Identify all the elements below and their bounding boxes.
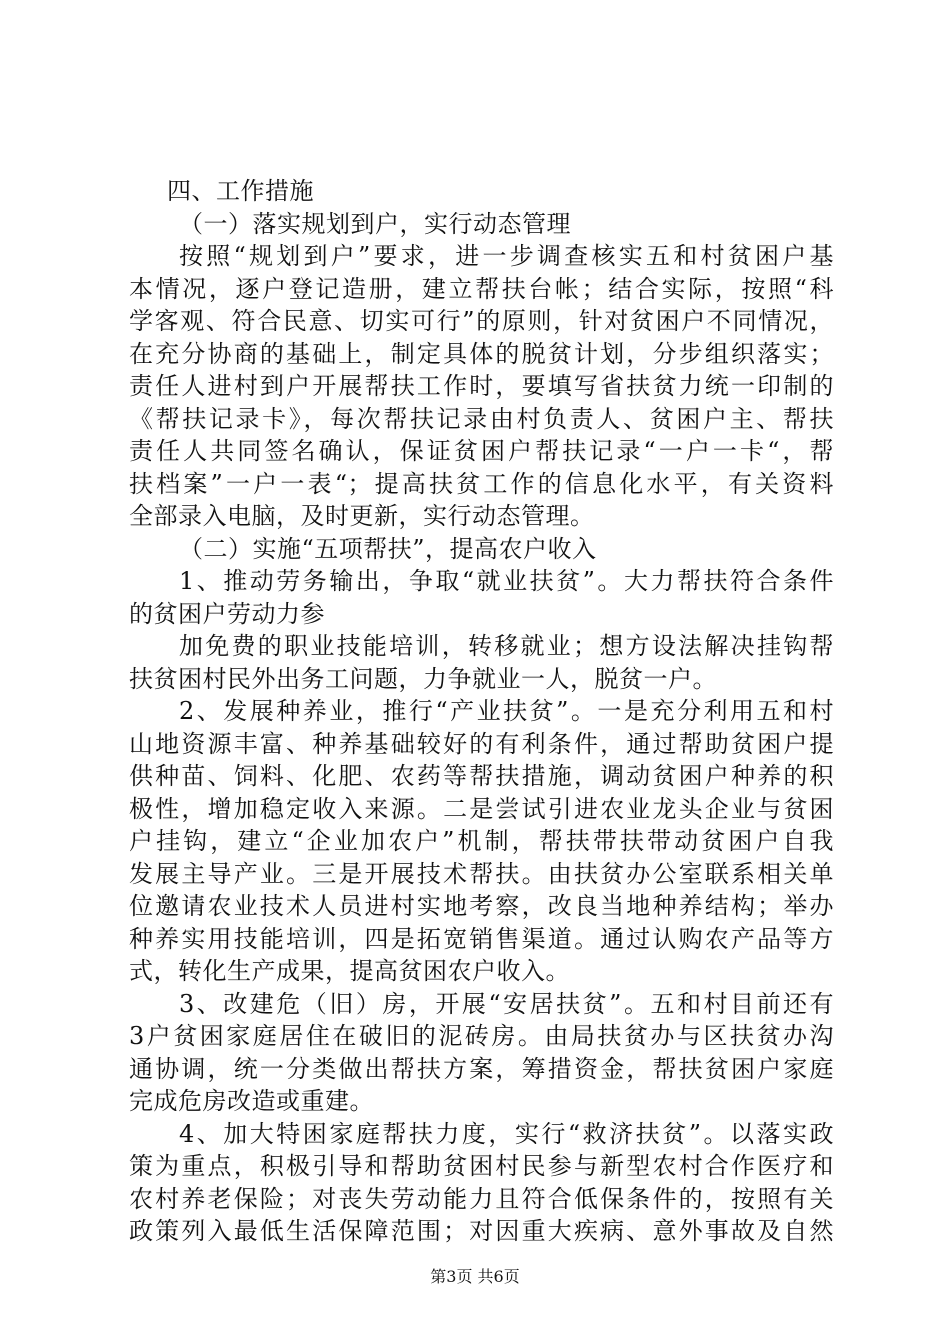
text-line: 供种苗、饲料、化肥、农药等帮扶措施，调动贫困户种养的积 (129, 762, 834, 790)
text-line: 扶档案”一户一表“；提高扶贫工作的信息化水平，有关资料 (129, 469, 834, 498)
text-line: 山地资源丰富、种养基础较好的有利条件，通过帮助贫困户提 (129, 729, 834, 758)
text-line: 式，转化生产成果，提高贫困农户收入。 (129, 957, 570, 985)
text-line: 4、加大特困家庭帮扶力度，实行“救济扶贫”。以落实政 (179, 1119, 834, 1148)
text-line: 的贫困户劳动力参 (129, 599, 325, 628)
text-line: 本情况，逐户登记造册，建立帮扶台帐；结合实际，按照“科 (129, 274, 834, 303)
text-line: 责任人共同签名确认，保证贫困户帮扶记录“一户一卡“，帮 (129, 437, 834, 465)
text-line: 极性，增加稳定收入来源。二是尝试引进农业龙头企业与贫困 (129, 794, 834, 823)
text-line: 2、发展种养业，推行“产业扶贫”。一是充分利用五和村 (179, 697, 834, 725)
text-line: 全部录入电脑，及时更新，实行动态管理。 (129, 502, 595, 530)
text-line: （二）实施“五项帮扶”，提高农户收入 (179, 534, 597, 563)
text-line: 责任人进村到户开展帮扶工作时，要填写省扶贫力统一印制的 (129, 372, 834, 400)
text-line: 户挂钩，建立“企业加农户”机制，帮扶带扶带动贫困户自我 (129, 827, 834, 855)
text-line: 种养实用技能培训，四是拓宽销售渠道。通过认购农产品等方 (129, 924, 834, 953)
text-line: 《帮扶记录卡》，每次帮扶记录由村负责人、贫困户主、帮扶 (129, 404, 834, 433)
text-line: 完成危房改造或重建。 (129, 1087, 374, 1115)
text-line: 四、工作措施 (167, 177, 314, 205)
text-line: 3、改建危（旧）房，开展“安居扶贫”。五和村目前还有 (179, 989, 834, 1018)
text-line: 3户贫困家庭居住在破旧的泥砖房。由局扶贫办与区扶贫办沟 (129, 1022, 834, 1050)
text-line: 发展主导产业。三是开展技术帮扶。由扶贫办公室联系相关单 (129, 859, 834, 888)
text-line: 农村养老保险；对丧失劳动能力且符合低保条件的，按照有关 (129, 1184, 834, 1213)
page-footer: 第3页 共6页 (430, 1267, 520, 1286)
text-line: （一）落实规划到户，实行动态管理 (179, 209, 571, 238)
text-line: 1、推动劳务输出，争取“就业扶贫”。大力帮扶符合条件 (179, 567, 834, 595)
text-line: 在充分协商的基础上，制定具体的脱贫计划，分步组织落实； (129, 339, 834, 368)
document-body (129, 175, 834, 1248)
text-line: 扶贫困村民外出务工问题，力争就业一人，脱贫一户。 (129, 664, 717, 693)
text-line: 加免费的职业技能培训，转移就业；想方设法解决挂钩帮 (179, 632, 834, 660)
text-line: 策为重点，积极引导和帮助贫困村民参与新型农村合作医疗和 (129, 1152, 834, 1180)
text-line: 政策列入最低生活保障范围；对因重大疾病、意外事故及自然 (129, 1217, 834, 1245)
text-line: 位邀请农业技术人员进村实地考察，改良当地种养结构；举办 (129, 892, 834, 920)
text-line: 通协调，统一分类做出帮扶方案，筹措资金，帮扶贫困户家庭 (129, 1054, 834, 1083)
text-line: 学客观、符合民意、切实可行”的原则，针对贫困户不同情况， (129, 307, 834, 335)
text-line: 按照“规划到户”要求，进一步调查核实五和村贫困户基 (179, 242, 834, 270)
